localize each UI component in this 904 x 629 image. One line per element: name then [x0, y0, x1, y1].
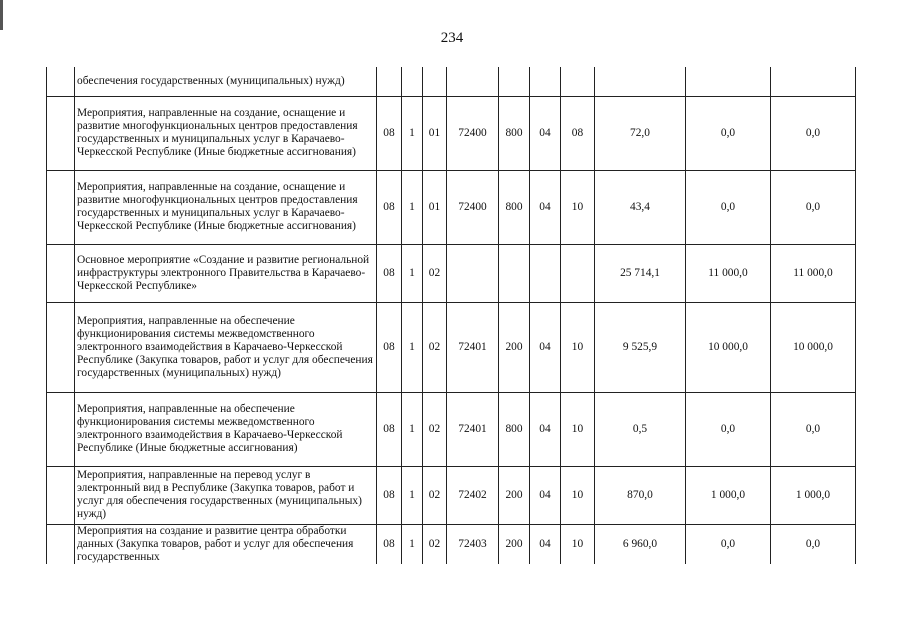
row-cell-c5	[499, 244, 530, 302]
row-cell-c5: 200	[499, 466, 530, 524]
row-cell-v1: 43,4	[595, 170, 686, 244]
row-cell-v3: 10 000,0	[771, 302, 856, 392]
row-marker-cell	[47, 466, 75, 524]
row-cell-c5: 200	[499, 302, 530, 392]
row-cell-v2: 1 000,0	[686, 466, 771, 524]
row-name-cell: Мероприятия, направленные на перевод услуг в электронный вид в Республике (Закупка товаров, работ и услуг для обеспечения государственных (муниципальных) нужд)	[75, 466, 377, 524]
row-cell-c1	[377, 67, 402, 96]
table-row	[47, 524, 856, 564]
budget-table	[46, 67, 856, 564]
row-cell-c1: 08	[377, 392, 402, 466]
row-cell-c4: 72400	[447, 96, 499, 170]
row-cell-v2: 0,0	[686, 392, 771, 466]
page-number: 234	[440, 30, 464, 46]
row-cell-c3: 02	[423, 302, 447, 392]
row-cell-c5: 200	[499, 524, 530, 564]
row-cell-c6: 04	[530, 96, 561, 170]
row-cell-c3: 02	[423, 244, 447, 302]
row-cell-v1: 870,0	[595, 466, 686, 524]
row-cell-c2: 1	[402, 244, 423, 302]
row-cell-c3: 01	[423, 96, 447, 170]
row-cell-v2: 11 000,0	[686, 244, 771, 302]
row-cell-c5: 800	[499, 170, 530, 244]
row-cell-c6: 04	[530, 302, 561, 392]
row-cell-c7: 10	[561, 392, 595, 466]
row-cell-c4: 72403	[447, 524, 499, 564]
row-cell-v1: 9 525,9	[595, 302, 686, 392]
row-cell-v2: 0,0	[686, 170, 771, 244]
row-marker-cell	[47, 67, 75, 96]
row-cell-v3: 0,0	[771, 524, 856, 564]
row-cell-c7: 10	[561, 170, 595, 244]
row-cell-v2: 10 000,0	[686, 302, 771, 392]
table-row	[47, 67, 856, 96]
row-cell-v3: 0,0	[771, 170, 856, 244]
row-cell-c1: 08	[377, 170, 402, 244]
row-cell-c4: 72401	[447, 302, 499, 392]
row-cell-c7: 10	[561, 466, 595, 524]
row-name-cell: Мероприятия, направленные на обеспечение функционирования системы межведомственного электронного взаимодействия в Карачаево-Черкесской Республике (Иные бюджетные ассигнования)	[75, 392, 377, 466]
row-name-cell: обеспечения государственных (муниципальных) нужд)	[75, 67, 377, 96]
row-marker-cell	[47, 524, 75, 564]
row-cell-v3	[771, 67, 856, 96]
table-row	[47, 96, 856, 170]
row-cell-c5	[499, 67, 530, 96]
row-cell-c2: 1	[402, 96, 423, 170]
row-cell-c7	[561, 67, 595, 96]
row-cell-c1: 08	[377, 302, 402, 392]
row-cell-v1	[595, 67, 686, 96]
row-marker-cell	[47, 96, 75, 170]
row-cell-c2: 1	[402, 302, 423, 392]
row-cell-c6	[530, 244, 561, 302]
row-cell-c7	[561, 244, 595, 302]
row-cell-c2: 1	[402, 524, 423, 564]
row-cell-c4	[447, 67, 499, 96]
row-cell-c7: 10	[561, 524, 595, 564]
row-cell-c4: 72402	[447, 466, 499, 524]
row-cell-c3: 02	[423, 466, 447, 524]
row-cell-v1: 25 714,1	[595, 244, 686, 302]
row-cell-v3: 1 000,0	[771, 466, 856, 524]
row-cell-c6: 04	[530, 170, 561, 244]
row-marker-cell	[47, 302, 75, 392]
row-cell-c6: 04	[530, 392, 561, 466]
row-name-cell: Основное мероприятие «Создание и развитие региональной инфраструктуры электронного Правительства в Карачаево-Черкесской Республике»	[75, 244, 377, 302]
row-cell-c3: 01	[423, 170, 447, 244]
row-cell-v1: 6 960,0	[595, 524, 686, 564]
row-cell-c1: 08	[377, 524, 402, 564]
row-cell-v3: 0,0	[771, 96, 856, 170]
row-cell-v3: 11 000,0	[771, 244, 856, 302]
row-marker-cell	[47, 244, 75, 302]
row-cell-c3: 02	[423, 392, 447, 466]
row-cell-c7: 08	[561, 96, 595, 170]
row-cell-c5: 800	[499, 96, 530, 170]
row-cell-c4	[447, 244, 499, 302]
row-cell-v1: 0,5	[595, 392, 686, 466]
row-cell-c3	[423, 67, 447, 96]
table-row	[47, 302, 856, 392]
row-cell-c1: 08	[377, 244, 402, 302]
row-cell-c4: 72400	[447, 170, 499, 244]
row-cell-c7: 10	[561, 302, 595, 392]
row-name-cell: Мероприятия, направленные на создание, оснащение и развитие многофункциональных центров предоставления государственных и муниципальных услуг в Карачаево-Черкесской Республике (Иные бюджетные ассигнования)	[75, 170, 377, 244]
row-marker-cell	[47, 170, 75, 244]
row-name-cell: Мероприятия, направленные на обеспечение функционирования системы межведомственного электронного взаимодействия в Карачаево-Черкесской Республике (Закупка товаров, работ и услуг для обеспечения государственных (муниципальных) нужд)	[75, 302, 377, 392]
row-cell-c1: 08	[377, 96, 402, 170]
row-cell-c2	[402, 67, 423, 96]
row-cell-c6: 04	[530, 524, 561, 564]
row-name-cell: Мероприятия, направленные на создание, оснащение и развитие многофункциональных центров предоставления государственных и муниципальных услуг в Карачаево-Черкесской Республике (Иные бюджетные ассигнования)	[75, 96, 377, 170]
row-cell-c4: 72401	[447, 392, 499, 466]
table-row	[47, 244, 856, 302]
row-cell-v2: 0,0	[686, 96, 771, 170]
row-cell-v2: 0,0	[686, 524, 771, 564]
table-row	[47, 466, 856, 524]
row-cell-v1: 72,0	[595, 96, 686, 170]
row-cell-c2: 1	[402, 392, 423, 466]
page-edge-mark	[0, 0, 3, 30]
row-marker-cell	[47, 392, 75, 466]
row-cell-c5: 800	[499, 392, 530, 466]
row-cell-c3: 02	[423, 524, 447, 564]
row-cell-c6: 04	[530, 466, 561, 524]
row-cell-c2: 1	[402, 170, 423, 244]
row-cell-c2: 1	[402, 466, 423, 524]
table-row	[47, 170, 856, 244]
row-name-cell: Мероприятия на создание и развитие центра обработки данных (Закупка товаров, работ и услуг для обеспечения государственных	[75, 524, 377, 564]
table-row	[47, 392, 856, 466]
row-cell-v3: 0,0	[771, 392, 856, 466]
row-cell-c1: 08	[377, 466, 402, 524]
row-cell-v2	[686, 67, 771, 96]
row-cell-c6	[530, 67, 561, 96]
